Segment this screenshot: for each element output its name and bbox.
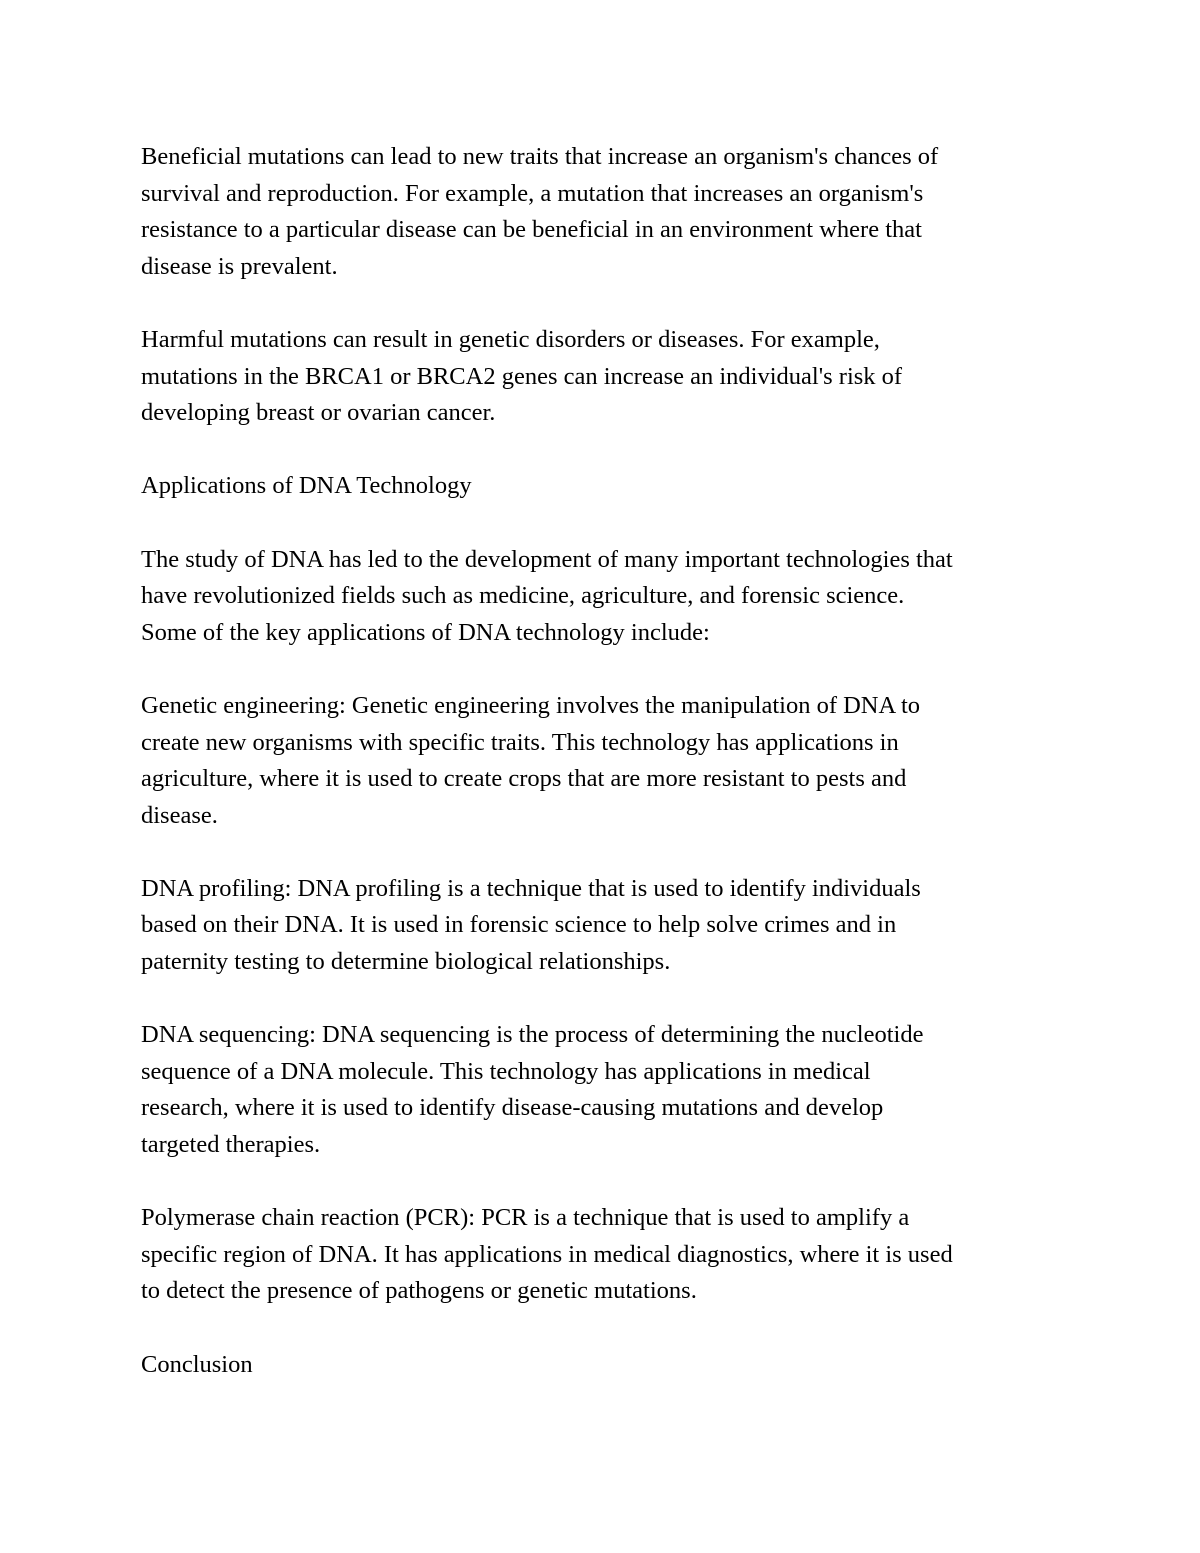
heading-text: Conclusion <box>141 1350 253 1378</box>
paragraph-pcr <box>141 1200 1071 1310</box>
text-line: mutations in the BRCA1 or BRCA2 genes can increase an individual's risk of <box>141 362 903 390</box>
paragraph-dna-sequencing <box>141 1017 1071 1163</box>
text-line: DNA sequencing: DNA sequencing is the process of determining the nucleotide <box>141 1021 924 1049</box>
paragraph-genetic-engineering <box>141 688 1071 834</box>
document-body <box>141 139 1071 1420</box>
text-line: agriculture, where it is used to create crops that are more resistant to pests and <box>141 765 907 793</box>
section-heading-conclusion <box>141 1347 1071 1384</box>
text-line: targeted therapies. <box>141 1131 321 1159</box>
text-line: disease is prevalent. <box>141 252 338 280</box>
text-line: research, where it is used to identify disease-causing mutations and develop <box>141 1094 884 1122</box>
paragraph-harmful-mutations <box>141 322 1071 432</box>
text-line: have revolutionized fields such as medicine, agriculture, and forensic science. <box>141 582 905 610</box>
text-line: Some of the key applications of DNA technology include: <box>141 618 710 646</box>
text-line: paternity testing to determine biological relationships. <box>141 948 671 976</box>
text-line: DNA profiling: DNA profiling is a technique that is used to identify individuals <box>141 874 921 902</box>
text-line: Genetic engineering: Genetic engineering involves the manipulation of DNA to <box>141 691 921 719</box>
text-line: Polymerase chain reaction (PCR): PCR is a technique that is used to amplify a <box>141 1204 910 1232</box>
text-line: specific region of DNA. It has applications in medical diagnostics, where it is used <box>141 1240 953 1268</box>
text-line: to detect the presence of pathogens or genetic mutations. <box>141 1277 697 1305</box>
text-line: The study of DNA has led to the development of many important technologies that <box>141 545 953 573</box>
text-line: disease. <box>141 801 218 829</box>
text-line: Harmful mutations can result in genetic disorders or diseases. For example, <box>141 325 880 353</box>
text-line: survival and reproduction. For example, a mutation that increases an organism's <box>141 179 924 207</box>
paragraph-beneficial-mutations <box>141 139 1071 285</box>
text-line: sequence of a DNA molecule. This technology has applications in medical <box>141 1057 871 1085</box>
paragraph-dna-profiling <box>141 871 1071 981</box>
paragraph-study-of-dna <box>141 542 1071 652</box>
text-line: create new organisms with specific traits. This technology has applications in <box>141 728 899 756</box>
text-line: based on their DNA. It is used in forensic science to help solve crimes and in <box>141 911 897 939</box>
text-line: resistance to a particular disease can be beneficial in an environment where that <box>141 216 922 244</box>
text-line: developing breast or ovarian cancer. <box>141 399 496 427</box>
section-heading-applications <box>141 468 1071 505</box>
heading-text: Applications of DNA Technology <box>141 472 472 500</box>
text-line: Beneficial mutations can lead to new traits that increase an organism's chances of <box>141 143 939 170</box>
